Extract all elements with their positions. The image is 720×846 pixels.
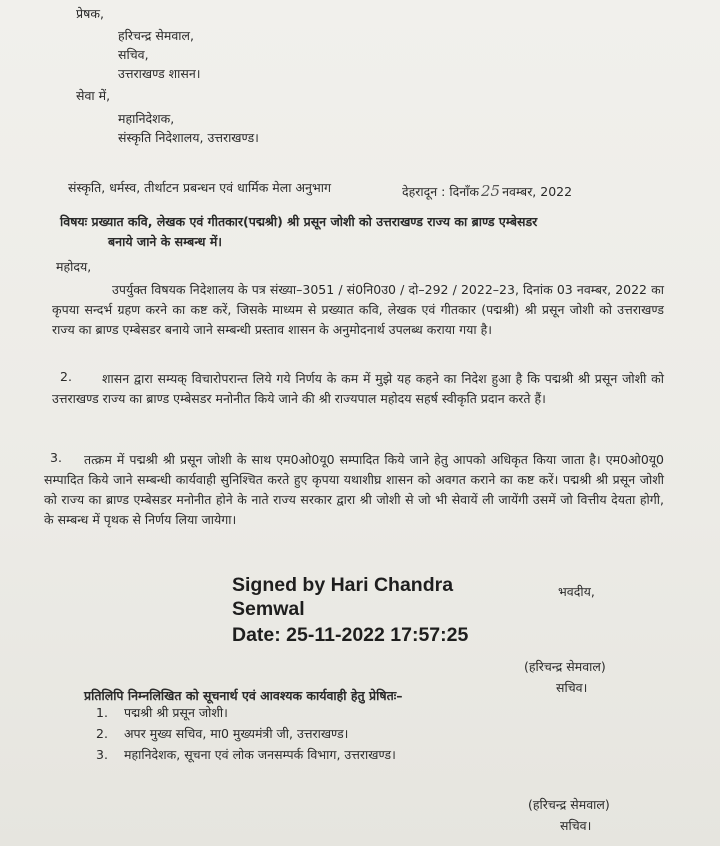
paragraph-3-number: 3. <box>50 450 62 465</box>
date-suffix: नवम्बर, 2022 <box>502 184 573 199</box>
recipient-label: सेवा में, <box>76 88 111 103</box>
recipient-designation: महानिदेशक, <box>118 111 175 126</box>
sender-office: उत्तराखण्ड शासन। <box>118 66 201 81</box>
sender-name: हरिचन्द्र सेमवाल, <box>118 28 194 43</box>
signatory-name: (हरिचन्द्र सेमवाल) <box>524 659 606 674</box>
sender-label: प्रेषक, <box>76 6 104 21</box>
copy-to-heading: प्रतिलिपि निम्नलिखित को सूचनार्थ एवं आवश्यक कार्यवाही हेतु प्रेषितः– <box>84 688 403 703</box>
salutation: महोदय, <box>56 259 92 274</box>
copy-to-item-2: अपर मुख्य सचिव, मा0 मुख्यमंत्री जी, उत्तराखण्ड। <box>124 726 349 741</box>
signatory-designation: सचिव। <box>556 680 588 695</box>
subject-line-1: विषयः प्रख्यात कवि, लेखक एवं गीतकार(पद्मश्री) श्री प्रसून जोशी को उत्तराखण्ड राज्य का ब्राण्ड एम्बेसडर <box>60 214 538 229</box>
closing: भवदीय, <box>558 584 595 599</box>
copy-to-item-3: महानिदेशक, सूचना एवं लोक जनसम्पर्क विभाग, उत्तराखण्ड। <box>124 747 396 762</box>
recipient-office: संस्कृति निदेशालय, उत्तराखण्ड। <box>118 130 259 145</box>
date-line <box>402 183 572 200</box>
copy-signatory-designation: सचिव। <box>560 818 592 833</box>
date-day: 25 <box>481 182 501 200</box>
date-prefix: देहरादून : दिनाँक <box>402 184 480 199</box>
paragraph-3: तत्क्रम में पद्मश्री श्री प्रसून जोशी के साथ एम0ओ0यू0 सम्पादित किये जाने हेतु आपको अधिकृत किया जाता है। एम0ओ0यू0 सम्पादित किये जाने सम्बन्धी कार्यवाही सुनिश्चित करते हुए कृपया यथाशीघ्र शासन को अवगत कराने का कष्ट करें। पद्मश्री श्री प्रसून जोशी को राज्य का ब्राण्ड एम्बेसडर मनोनीत होने के नाते राज्य सरकार द्वारा श्री जोशी से जो भी सेवायें ली जायेंगी उसमें जो वित्तीय देयता होगी, के सम्बन्ध में पृथक से निर्णय लिया जायेगा। <box>44 452 664 527</box>
digital-signature-date: Date: 25-11-2022 17:57:25 <box>232 624 469 646</box>
subject-line-2: बनाये जाने के सम्बन्ध में। <box>108 234 223 249</box>
copy-to-item-3-number: 3. <box>96 747 108 762</box>
paragraph-2-number: 2. <box>60 369 72 384</box>
copy-to-item-2-number: 2. <box>96 726 108 741</box>
digital-signature-line-2: Semwal <box>232 598 305 620</box>
digital-signature-line-1: Signed by Hari Chandra <box>232 574 454 596</box>
copy-signatory-name: (हरिचन्द्र सेमवाल) <box>528 797 610 812</box>
paragraph-1: उपर्युक्त विषयक निदेशालय के पत्र संख्या–3051 / सं0नि0उ0 / दो–292 / 2022–23, दिनांक 03 नवम्बर, 2022 का कृपया सन्दर्भ ग्रहण करने का कष्ट करें, जिसके माध्यम से प्रख्यात कवि, लेखक एवं गीतकार (पद्मश्री) श्री प्रसून जोशी को उत्तराखण्ड राज्य का ब्राण्ड एम्बेसडर बनाये जाने सम्बन्धी प्रस्ताव शासन के अनुमोदनार्थ उपलब्ध कराया गया है। <box>52 282 664 337</box>
department-line: संस्कृति, धर्मस्व, तीर्थाटन प्रबन्धन एवं धार्मिक मेला अनुभाग <box>68 180 332 195</box>
sender-designation: सचिव, <box>118 47 149 62</box>
copy-to-item-1: पद्मश्री श्री प्रसून जोशी। <box>124 705 228 720</box>
copy-to-item-1-number: 1. <box>96 705 108 720</box>
paragraph-2: शासन द्वारा सम्यक् विचारोपरान्त लिये गये निर्णय के कम में मुझे यह कहने का निदेश हुआ है कि पद्मश्री श्री प्रसून जोशी को उत्तराखण्ड राज्य का ब्राण्ड एम्बेसडर मनोनीत किये जाने की श्री राज्यपाल महोदय सहर्ष स्वीकृति प्रदान करते हैं। <box>52 371 664 406</box>
